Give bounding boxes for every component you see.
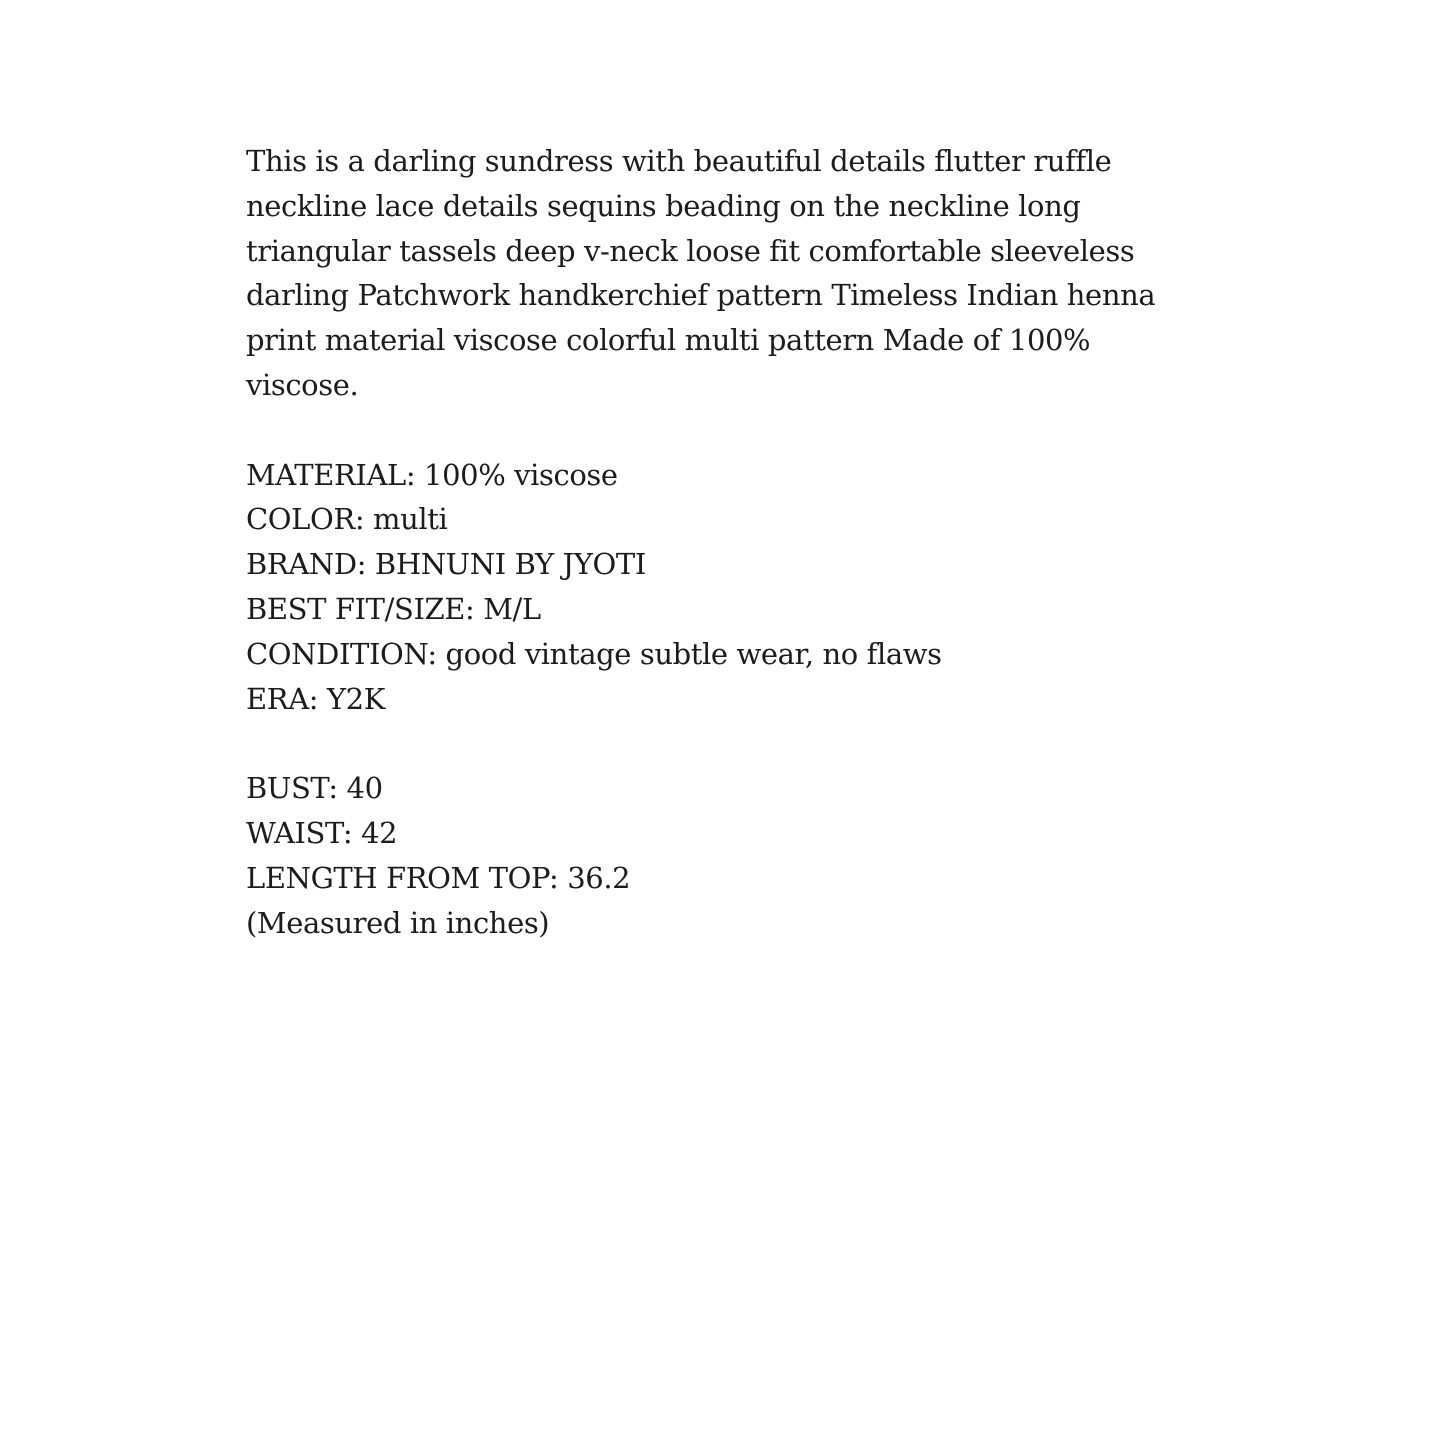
description-paragraph: This is a darling sundress with beautiful details flutter ruffle neckline lace details sequins beading on the neckline long triangular tassels deep v-neck loose fit comfortable sleeveless darling Patchwork handkerchief pattern Timeless Indian henna print material viscose colorful multi pattern Made of 100% viscose. bbox=[246, 144, 1156, 402]
length-line: LENGTH FROM TOP: 36.2 bbox=[246, 860, 631, 895]
listing-document bbox=[246, 139, 1206, 945]
era-line: ERA: Y2K bbox=[246, 681, 385, 716]
details-block bbox=[246, 453, 1206, 722]
best-fit-line: BEST FIT/SIZE: M/L bbox=[246, 591, 541, 626]
measurements-block bbox=[246, 766, 1206, 945]
measurement-note: (Measured in inches) bbox=[246, 905, 550, 940]
brand-line: BRAND: BHNUNI BY JYOTI bbox=[246, 547, 646, 582]
color-line: COLOR: multi bbox=[246, 502, 448, 537]
bust-line: BUST: 40 bbox=[246, 771, 383, 806]
waist-line: WAIST: 42 bbox=[246, 815, 398, 850]
material-line: MATERIAL: 100% viscose bbox=[246, 457, 618, 492]
condition-line: CONDITION: good vintage subtle wear, no flaws bbox=[246, 636, 942, 671]
